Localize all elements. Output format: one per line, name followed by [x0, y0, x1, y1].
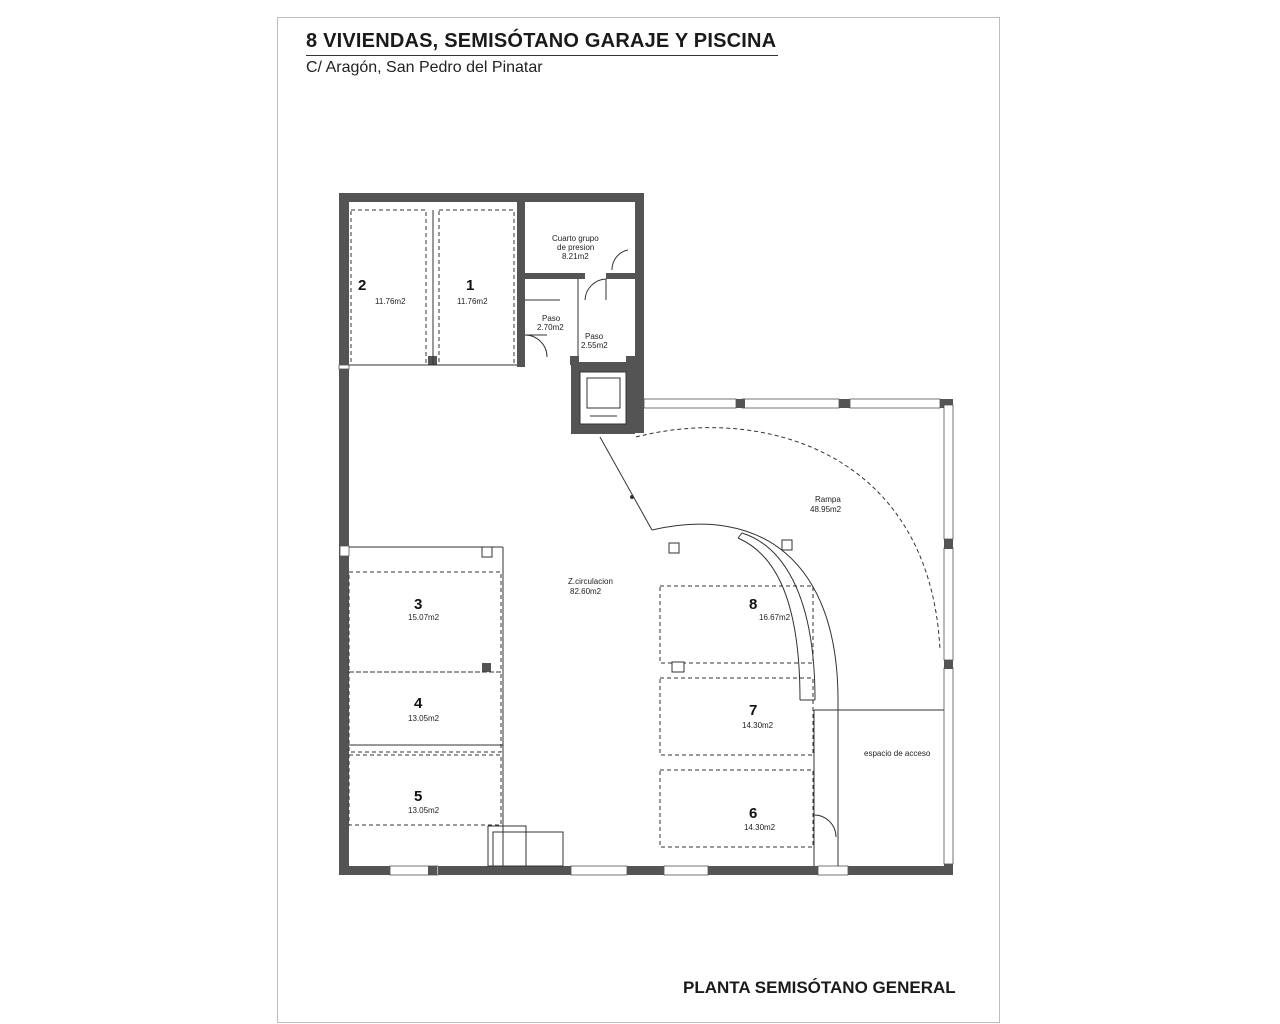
parking-spot-8-outline: [660, 586, 813, 663]
wall-pump-bottom-right: [606, 273, 635, 279]
wall-left: [339, 193, 349, 875]
ramp-rail-end: [738, 533, 742, 538]
drawing-subtitle: C/ Aragón, San Pedro del Pinatar: [306, 59, 543, 76]
elevator: [580, 372, 626, 424]
ramp: [600, 428, 940, 700]
door-arc-line: [600, 437, 652, 530]
room-labels: [358, 234, 931, 832]
wall-top-left: [339, 193, 644, 202]
column: [428, 866, 437, 875]
spot-2-area: 11.76m2: [375, 297, 406, 306]
parking-spot-4-outline: [349, 672, 501, 752]
column: [944, 540, 953, 549]
column: [736, 399, 745, 408]
column: [626, 356, 635, 365]
window-bottom-3: [664, 866, 708, 875]
window-right-1: [944, 405, 953, 539]
window-top-right-1: [644, 399, 736, 408]
spot-8-area: 16.67m2: [759, 613, 791, 622]
spot-1-area: 11.76m2: [457, 297, 488, 306]
plan-name-label: PLANTA SEMISÓTANO GENERAL: [683, 978, 956, 997]
window-right-3: [944, 668, 953, 864]
ramp-grate: [672, 662, 684, 672]
paso-b-name: Paso: [585, 332, 604, 341]
parking-spot-6-outline: [660, 770, 813, 847]
spot-4-number: 4: [414, 695, 423, 712]
outlined-columns: [482, 540, 792, 557]
spot-8-number: 8: [749, 596, 758, 613]
exterior-walls: [339, 193, 953, 875]
elevator-car: [587, 378, 620, 408]
ramp-name: Rampa: [815, 495, 841, 504]
spot-6-area: 14.30m2: [744, 823, 776, 832]
column: [428, 193, 438, 202]
column: [840, 399, 849, 408]
access-door-swing: [814, 815, 836, 837]
pump-room-area: 8.21m2: [562, 252, 589, 261]
spot-3-number: 3: [414, 596, 423, 613]
window-right-2: [944, 548, 953, 660]
window-bottom-4: [818, 866, 848, 875]
wall-service-left: [517, 202, 525, 367]
access-space-name: espacio de acceso: [864, 749, 931, 758]
spot-5-area: 13.05m2: [408, 806, 440, 815]
parking-spot-3-outline: [349, 572, 501, 672]
column-outline: [482, 547, 492, 557]
spot-4-area: 13.05m2: [408, 714, 440, 723]
column-outline: [782, 540, 792, 550]
parking-spots: [349, 210, 813, 847]
column: [482, 663, 491, 672]
paso-b-area: 2.55m2: [581, 341, 608, 350]
ramp-area: 48.95m2: [810, 505, 842, 514]
parking-spot-1-outline: [439, 210, 514, 365]
door-pivot: [631, 496, 634, 499]
window-left-2: [340, 546, 349, 556]
window-bottom-2: [571, 866, 627, 875]
service-partitions: [525, 250, 628, 357]
wall-right-upper: [635, 193, 644, 433]
window-top-right-2: [742, 399, 839, 408]
wall-pump-bottom: [525, 273, 585, 279]
door-swing-pump-2: [612, 250, 628, 270]
column: [516, 193, 526, 202]
column: [944, 660, 953, 669]
column: [570, 356, 579, 365]
column: [808, 866, 817, 875]
spot-5-number: 5: [414, 788, 423, 805]
spot-1-number: 1: [466, 277, 475, 294]
spot-3-area: 15.07m2: [408, 613, 440, 622]
spot-6-number: 6: [749, 805, 758, 822]
drawing-title: 8 VIVIENDAS, SEMISÓTANO GARAJE Y PISCINA: [306, 30, 777, 52]
paso-a-area: 2.70m2: [537, 323, 564, 332]
column: [627, 866, 636, 875]
pump-room-name-1: Cuarto grupo: [552, 234, 599, 243]
window-left-1: [339, 365, 349, 369]
ramp-inner-curve: [652, 524, 838, 700]
spot-7-area: 14.30m2: [742, 721, 774, 730]
spot-2-number: 2: [358, 277, 367, 294]
door-swing-pump: [585, 279, 606, 300]
window-top-right-3: [850, 399, 940, 408]
pump-room-name-2: de presion: [557, 243, 595, 252]
parking-solid-lines: [349, 210, 944, 866]
circulation-name: Z.circulacion: [568, 577, 613, 586]
columns: [428, 193, 953, 875]
door-swing-paso: [525, 335, 547, 357]
spot-7-number: 7: [749, 702, 758, 719]
column-outline: [669, 543, 679, 553]
paso-a-name: Paso: [542, 314, 561, 323]
circulation-area: 82.60m2: [570, 587, 602, 596]
parking-spot-7-outline: [660, 678, 813, 755]
